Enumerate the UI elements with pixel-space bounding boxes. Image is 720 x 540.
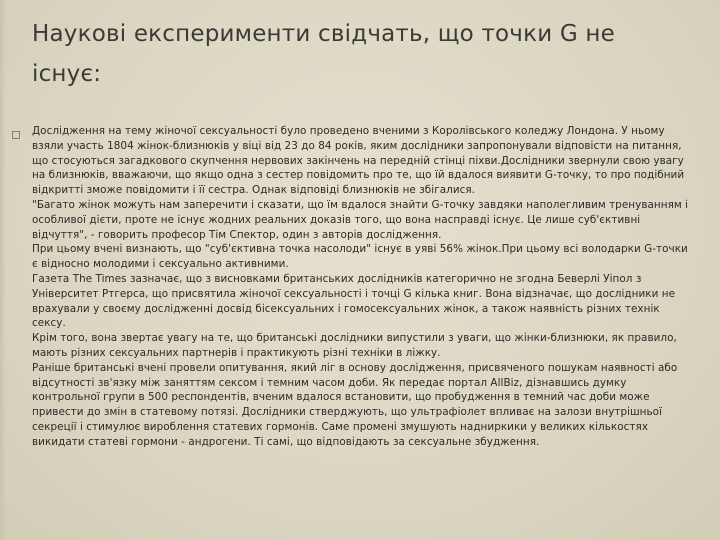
slide-edge-shading [0, 0, 6, 540]
slide-body [32, 124, 692, 450]
body-paragraph: Раніше британські вчені провели опитування, який ліг в основу дослідження, присвяченого пошукам наявності або відсутності зв'язку між заняттям сексом і темним часом доби. Як передає портал AllBiz, дізнавшись думку контрольної групи в 500 респондентів, вченим вдалося встановити, що пробудження в темний час доби може привести до змін в статевому потязі. Дослідники стверджують, що ультрафіолет впливає на залози внутрішньої секреції і стимулює вироблення статевих гормонів. Саме промені змушують надниркики у великих кількостях викидати статеві гормони - андрогени. Ті самі, що відповідають за сексуальне збудження. [32, 361, 678, 448]
body-paragraph: Газета The Times зазначає, що з висновками британських дослідників категорично не згодна Беверлі Уіпол з Університет Ртгерса, що присвятила жіночої сексуальності і точці G кілька книг. Вона відзначає, що дослідники не врахували у своєму дослідженні досвід бісексуальних і гомосексуальних жінок, а також наявність різних технік сексу. [32, 272, 676, 330]
body-paragraph: "Багато жінок можуть нам заперечити і сказати, що їм вдалося знайти G-точку завдяки наполегливим тренуванням і особливої дієти, проте не існує жодних реальних доказів того, що вона насправді існує. Це лише суб'єктивні відчуття", - говорить професор Тім Спектор, один з авторів дослідження. [32, 198, 689, 241]
body-paragraph: При цьому вчені визнають, що "суб'єктивна точка насолоди" існує в уяві 56% жінок.При цьому всі володарки G-точки є відносно молодими і сексуально активними. [32, 243, 688, 271]
body-paragraph: Дослідження на тему жіночої сексуальності було проведено вченими з Королівського коледжу Лондона. У ньому взяли участь 1804 жінок-близнюків у віці від 23 до 84 років, яким дослідники запропонували відповісти на питання, що стосуються загадкового скупчення нервових закінчень на передній стінці піхви.Дослідники звернули свою увагу на близнюків, вважаючи, що якщо одна з сестер повідомить про те, що їй вдалося виявити G-точку, то про подібний відкритті зможе повідомити і її сестра. Однак відповіді близнюків не збігалися. [32, 125, 685, 197]
bullet-square-icon [12, 131, 20, 139]
body-paragraph: Крім того, вона звертає увагу на те, що британські дослідники випустили з уваги, що жінки-близнюки, як правило, мають різних сексуальних партнерів і практикують різні техніки в ліжку. [32, 332, 677, 359]
slide-title: Наукові експерименти свідчать, що точки G не існує: [32, 21, 615, 87]
